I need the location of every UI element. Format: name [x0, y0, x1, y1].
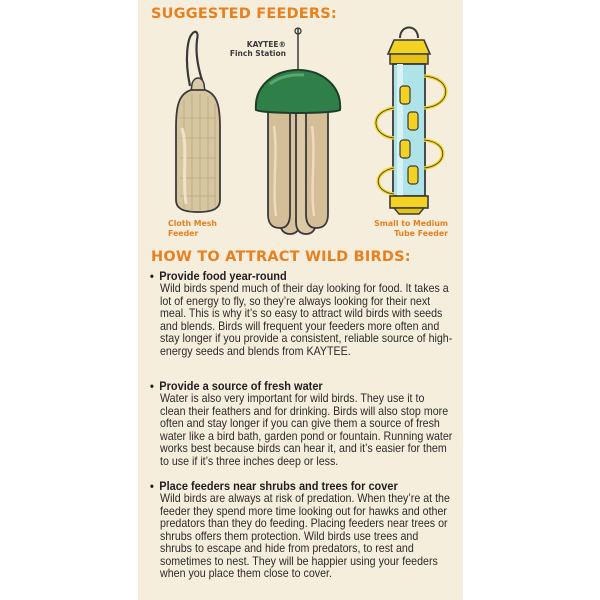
- tip-cover: [150, 480, 456, 581]
- tip-heading: • Provide a source of fresh water: [150, 379, 323, 393]
- kaytee-finch-station-label: KAYTEE® Finch Station: [229, 40, 286, 58]
- tip-body: Wild birds are always at risk of predation. When they’re at the feeder they spend more time looking out for hawks and other predators than they do feeding. Placing feeders near trees or shrubs offers them protection. Wild birds use trees and shrubs to escape and hide from predators, to rest and sometimes to nest. They will be happier using your feeders when you place them close to cover.: [160, 492, 450, 580]
- info-panel: [138, 0, 463, 600]
- suggested-feeders-title: SUGGESTED FEEDERS:: [151, 6, 337, 22]
- tip-heading: • Place feeders near shrubs and trees for cover: [150, 479, 398, 493]
- finch-station-feeder-icon: [250, 26, 345, 236]
- tube-feeder-label: Small to Medium Tube Feeder: [374, 219, 448, 238]
- cloth-mesh-feeder-label: Cloth Mesh Feeder: [168, 219, 217, 238]
- tip-heading: • Provide food year-round: [150, 269, 287, 283]
- how-to-attract-title: HOW TO ATTRACT WILD BIRDS:: [151, 249, 411, 265]
- tip-body: Water is also very important for wild birds. They use it to clean their feathers and for drinking. Birds will also stop more often and stay longer if you can give them a source of fresh water like a bird bath, garden pond or fountain. Running water works best because birds can hear it, and it’s easier for them to use if it’s three inches deep or less.: [160, 392, 453, 468]
- tip-food: [150, 270, 456, 358]
- tip-water: [150, 380, 456, 468]
- tube-feeder-icon: [364, 16, 454, 216]
- tip-body: Wild birds spend much of their day looking for food. It takes a lot of energy to fly, so they’re always looking for their next meal. This is why it’s so easy to attract wild birds with seeds and blends. Birds will frequent your feeders more often and stay longer if you provide a consistent, reliable source of high-energy seeds and blends from KAYTEE.: [160, 282, 453, 358]
- cloth-mesh-feeder-icon: [168, 28, 228, 214]
